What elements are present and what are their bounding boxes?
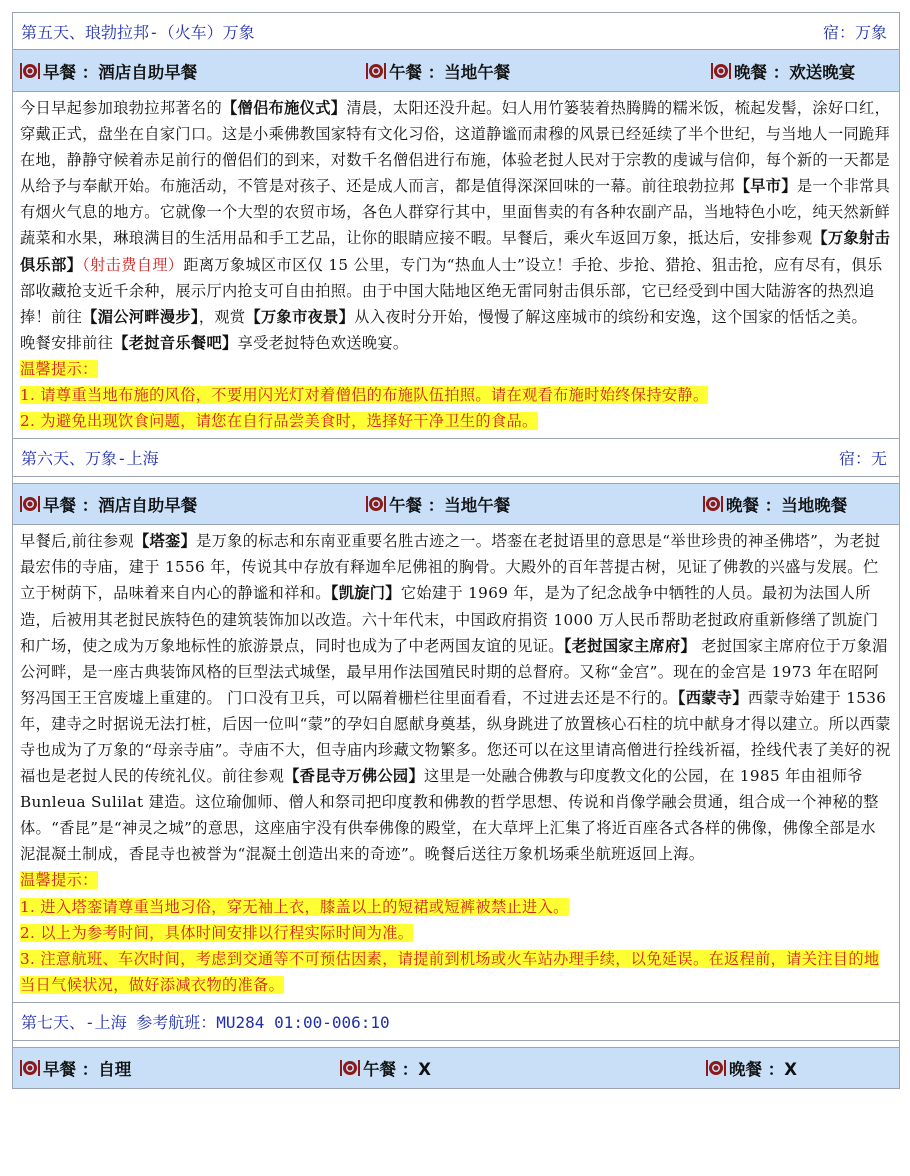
meal-text: 早餐 ：自理 xyxy=(43,1059,132,1079)
tip-item xyxy=(20,894,891,920)
highlight: 【万象射击俱乐部】 xyxy=(20,229,891,274)
dining-icon xyxy=(365,493,387,515)
text: 是一个非常具有烟火气息的地方。它就像一个大型的农贸市场，各色人群穿行其中，里面售卖的有各种农副产品，当地特色小吃，纯天然新鲜蔬菜和水果，琳琅满目的生活用品和手工艺品，让你的眼睛应接不暇。早餐后，乘火车返回万象，抵达后，安排参观 xyxy=(20,177,891,248)
highlight: 【香昆寺万佛公园】 xyxy=(284,767,424,786)
meals-bar xyxy=(13,483,899,525)
tip-text: 3. 注意航班、车次时间，考虑到交通等不可预估因素，请提前到机场或火车站办理手续，以免延误。在返程前，请关注目的地当日气候状况，做好添减衣物的准备。 xyxy=(20,949,880,994)
text: 晚餐安排前往 xyxy=(20,333,114,352)
stay-label: 宿：万象 xyxy=(822,22,887,42)
day-6-content xyxy=(13,525,899,1003)
meal-text: 早餐 ：酒店自助早餐 xyxy=(43,62,198,82)
highlight: 【僧侣布施仪式】 xyxy=(222,99,347,117)
meal-breakfast xyxy=(19,1056,131,1080)
paragraph xyxy=(20,95,891,330)
day-7-header xyxy=(13,1003,899,1041)
highlight: 【万象市夜景】 xyxy=(245,307,355,326)
tip-text: 2. 为避免出现饮食问题，请您在自行品尝美食时，选择好干净卫生的食品。 xyxy=(20,412,538,431)
meals-bar xyxy=(13,50,899,92)
meal-text: 晚餐 ：X xyxy=(729,1059,797,1079)
meal-breakfast xyxy=(19,59,197,83)
meal-text: 午餐 ：当地午餐 xyxy=(389,496,511,516)
text: 早餐后,前往参观 xyxy=(20,532,134,551)
meal-text: 午餐 ：X xyxy=(363,1059,431,1079)
day-title: 第五天、琅勃拉邦-（火车）万象 xyxy=(21,22,255,42)
text: 享受老挝特色欢送晚宴。 xyxy=(237,333,409,352)
day-6-header xyxy=(13,439,899,477)
meal-breakfast xyxy=(19,492,197,516)
tip-item xyxy=(20,920,891,946)
tips-title xyxy=(20,356,891,382)
paragraph xyxy=(20,330,891,356)
day-5-content xyxy=(13,92,899,439)
tip-item xyxy=(20,382,891,408)
highlight: 【西蒙寺】 xyxy=(677,688,748,707)
day-5-header xyxy=(13,12,899,50)
highlight: 【老挝国家主席府】 xyxy=(563,636,697,655)
meal-dinner xyxy=(702,492,847,516)
dining-icon xyxy=(19,493,41,515)
tip-text: 2. 以上为参考时间，具体时间安排以行程实际时间为准。 xyxy=(20,923,414,942)
tips-title xyxy=(20,867,891,893)
text: 西蒙寺始建于 1536 年，建寺之时据说无法打桩，后因一位叫“蒙”的孕妇自愿献身奠基，纵身跳进了放置核心石柱的坑中献身才得以建立。所以西蒙寺也成为了万象的“母亲寺庙”。寺庙不大，但寺庙内珍藏文物繁多。您还可以在这里请高僧进行拴线祈福，拴线代表了美好的祝福也是老挝人民的传统礼仪。前往参观 xyxy=(20,688,891,786)
cost-note: （射击费自理） xyxy=(82,255,184,274)
highlight: 【凯旋门】 xyxy=(330,584,401,603)
meal-lunch xyxy=(339,1056,431,1080)
itinerary-frame xyxy=(12,12,900,1089)
text: 它始建于 1969 年，是为了纪念战争中牺牲的人员。最初为法国人所造，后被用其老挝民族特色的建筑装饰加以改造。六十年代末，中国政府捐资 1000 万人民币帮助老挝政府重新修缮了凯旋门和广场，使之成为万象地标性的旅游景点，同时也成为了中老两国友谊的见证。 xyxy=(20,584,879,655)
text: 是万象的标志和东南亚重要名胜古迹之一。塔銮在老挝语里的意思是“举世珍贵的神圣佛塔”，为老挝最宏伟的寺庙，建于 1556 年，传说其中存放有释迦牟尼佛祖的胸骨。大殿外的百年菩提古树，见证了佛教的兴盛与发展。伫立于树荫下，品味着来自内心的静谧和祥和。 xyxy=(20,532,881,603)
tip-item xyxy=(20,408,891,434)
tip-text: 1. 请尊重当地布施的风俗，不要用闪光灯对着僧侣的布施队伍拍照。请在观看布施时始终保持安静。 xyxy=(20,386,709,405)
dining-icon xyxy=(19,60,41,82)
meal-lunch xyxy=(365,59,510,83)
text: 距离万象城区市区仅 15 公里，专门为“热血人士”设立！手抢、步抢、猎抢、狙击抢，应有尽有，俱乐部收藏抢支近千余种，展示厅内抢支可自由拍照。由于中国大陆地区绝无雷同射击俱乐部，它已经受到中国大陆游客的热烈追捧！前往 xyxy=(20,255,883,326)
day-title: 第六天、万象-上海 xyxy=(21,449,159,469)
paragraph xyxy=(20,528,891,867)
dining-icon xyxy=(365,60,387,82)
tip-item xyxy=(20,946,891,998)
meal-dinner xyxy=(710,59,855,83)
highlight: 【湄公河畔漫步】 xyxy=(82,307,199,326)
meal-dinner xyxy=(705,1056,797,1080)
meal-text: 午餐 ：当地午餐 xyxy=(389,62,511,82)
text: 老挝国家主席府位于万象湄公河畔，是一座古典装饰风格的巨型法式城堡，最早用作法国殖民时期的总督府。又称“金宫”。现在的金宫是 1973 年在昭阿努冯国王王宫废墟上重建的。 门口没有卫兵，可以隔着栅栏往里面看看，不过进去还是不行的。 xyxy=(20,636,888,707)
dining-icon xyxy=(339,1057,361,1079)
highlight: 【早市】 xyxy=(734,177,797,196)
day-title: 第七天、-上海 参考航班：MU284 01:00-006:10 xyxy=(21,1012,390,1032)
dining-icon xyxy=(19,1057,41,1079)
tips-title-text: 温馨提示： xyxy=(20,359,98,378)
text: 清晨，太阳还没升起。妇人用竹篓装着热腾腾的糯米饭，梳起发髻，涂好口红，穿戴正式，盘坐在自家门口。这是小乘佛教国家特有文化习俗，这道静谧而肃穆的风景已经延续了半个世纪，与当地人一同跪拜在地，静静守候着赤足前行的僧侣们的到来，对数千名僧侣进行布施，体验老挝人民对于宗教的虔诚与信仰，每个新的一天都是从给予与奉献开始。布施活动，不管是对孩子、还是成人而言，都是值得深深回味的一幕。前往琅勃拉邦 xyxy=(20,99,891,196)
dining-icon xyxy=(705,1057,727,1079)
text: 这里是一处融合佛教与印度教文化的公园，在 1985 年由祖师爷 Bunleua Sulilat 建造。这位瑜伽师、僧人和祭司把印度教和佛教的哲学思想、传说和肖像学融会贯通，组合成一个神秘的整体。“香昆”是“神灵之城”的意思，这座庙宇没有供奉佛像的殿堂，在大草坪上汇集了将近百座各式各样的佛像，佛像全部是水泥混凝土制成，香昆寺也被誉为“混凝土创造出来的奇迹”。晚餐后送往万象机场乘坐航班返回上海。 xyxy=(20,767,879,864)
meal-text: 晚餐 ：当地晚餐 xyxy=(726,496,848,516)
tip-text: 1. 进入塔銮请尊重当地习俗，穿无袖上衣，膝盖以上的短裙或短裤被禁止进入。 xyxy=(20,897,569,916)
text: ，观赏 xyxy=(198,307,246,326)
meals-bar xyxy=(13,1047,899,1089)
meal-text: 晚餐 ：欢送晚宴 xyxy=(734,62,856,82)
meal-text: 早餐 ：酒店自助早餐 xyxy=(43,496,198,516)
dining-icon xyxy=(702,493,724,515)
text: 今日早起参加琅勃拉邦著名的 xyxy=(20,99,222,117)
tips-title-text: 温馨提示： xyxy=(20,871,98,890)
stay-label: 宿：无 xyxy=(838,449,887,469)
highlight: 【老挝音乐餐吧】 xyxy=(113,333,238,352)
text: 从入夜时分开始，慢慢了解这座城市的缤纷和安逸，这个国家的恬恬之美。 xyxy=(354,307,867,326)
highlight: 【塔銮】 xyxy=(133,532,197,551)
meal-lunch xyxy=(365,492,510,516)
dining-icon xyxy=(710,60,732,82)
